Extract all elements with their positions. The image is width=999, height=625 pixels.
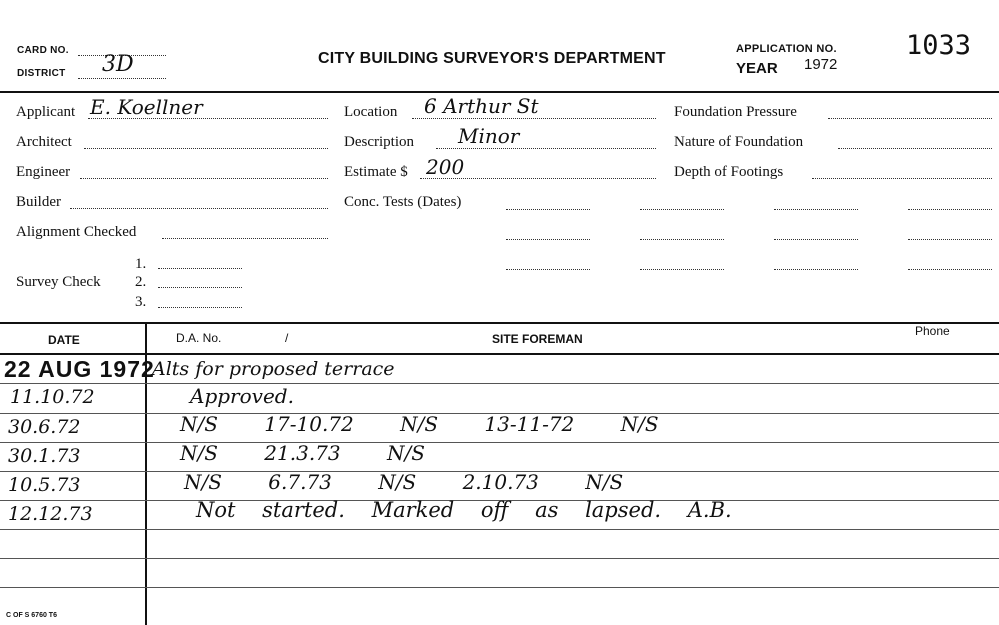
engineer-line [80, 178, 328, 179]
conc-line-r1-c4 [908, 209, 992, 210]
builder-label: Builder [16, 194, 61, 210]
location-value: 6 Arthur St [424, 94, 539, 118]
survey-line-2 [158, 287, 242, 288]
log-row-entry: N/S 6.7.73 N/S 2.10.73 N/S [184, 470, 624, 494]
conc-line-r1-c1 [506, 209, 590, 210]
depth-footings-label: Depth of Footings [674, 164, 784, 180]
conc-line-r2-c4 [908, 239, 992, 240]
row-rule-6 [0, 529, 999, 530]
application-number: 1033 [906, 30, 972, 61]
survey-line-3 [158, 307, 242, 308]
estimate-label: Estimate $ [344, 164, 408, 180]
da-no-header: D.A. No. [176, 331, 222, 345]
conc-line-r1-c2 [640, 209, 724, 210]
log-row-date: 11.10.72 [10, 386, 95, 408]
log-row-entry: Alts for proposed terrace [152, 358, 395, 380]
district-label: DISTRICT [17, 68, 66, 79]
log-row-entry: N/S 21.3.73 N/S [180, 441, 425, 465]
log-row-date: 30.6.72 [8, 416, 81, 438]
conc-line-r3-c1 [506, 269, 590, 270]
log-row-date: 12.12.73 [8, 503, 93, 525]
row-rule-3 [0, 442, 999, 443]
department-title: CITY BUILDING SURVEYOR'S DEPARTMENT [318, 50, 666, 67]
date-header: DATE [48, 333, 80, 347]
survey-item-1: 1. [135, 256, 147, 272]
print-code: C OF S 6760 T6 [6, 612, 57, 619]
application-no-label: APPLICATION NO. [736, 43, 837, 55]
location-line [412, 118, 656, 119]
survey-check-label: Survey Check [16, 274, 101, 290]
applicant-value: E. Koellner [90, 95, 203, 119]
conc-line-r3-c4 [908, 269, 992, 270]
year-label: YEAR [736, 60, 778, 77]
foundation-pressure-line [828, 118, 992, 119]
conc-line-r2-c3 [774, 239, 858, 240]
da-slash: / [285, 331, 289, 345]
location-label: Location [344, 104, 398, 120]
survey-item-2: 2. [135, 274, 147, 290]
log-row-date: 10.5.73 [8, 474, 81, 496]
alignment-label: Alignment Checked [16, 224, 137, 240]
conc-tests-label: Conc. Tests (Dates) [344, 194, 462, 210]
row-rule-1 [0, 383, 999, 384]
builder-line [70, 208, 328, 209]
header-row-rule [0, 353, 999, 355]
log-row-date: 30.1.73 [8, 445, 81, 467]
year-value: 1972 [804, 56, 838, 73]
site-foreman-header: SITE FOREMAN [492, 332, 583, 346]
survey-line-1 [158, 268, 242, 269]
survey-item-3: 3. [135, 294, 147, 310]
row-rule-7 [0, 558, 999, 559]
row-rule-8 [0, 587, 999, 588]
log-row-entry: N/S 17-10.72 N/S 13-11-72 N/S [180, 412, 659, 436]
nature-foundation-label: Nature of Foundation [674, 134, 804, 150]
description-line [436, 148, 656, 149]
conc-line-r3-c2 [640, 269, 724, 270]
card-no-label: CARD NO. [17, 45, 69, 56]
architect-line [84, 148, 328, 149]
header-rule [0, 91, 999, 93]
architect-label: Architect [16, 134, 72, 150]
log-row-date: 22 AUG 1972 [4, 356, 155, 382]
alignment-line [162, 238, 328, 239]
phone-header: Phone [915, 324, 950, 338]
conc-line-r2-c1 [506, 239, 590, 240]
foundation-pressure-label: Foundation Pressure [674, 104, 797, 120]
district-value: 3D [102, 52, 134, 77]
engineer-label: Engineer [16, 164, 71, 180]
log-row-entry: Approved. [190, 384, 294, 408]
log-top-rule [0, 322, 999, 324]
log-row-entry: Not started. Marked off as lapsed. A.B. [196, 498, 732, 522]
conc-line-r1-c3 [774, 209, 858, 210]
depth-footings-line [812, 178, 992, 179]
applicant-label: Applicant [16, 104, 76, 120]
nature-foundation-line [838, 148, 992, 149]
estimate-value: 200 [426, 155, 465, 179]
district-line [78, 78, 166, 79]
conc-line-r2-c2 [640, 239, 724, 240]
conc-line-r3-c3 [774, 269, 858, 270]
description-label: Description [344, 134, 414, 150]
description-value: Minor [458, 124, 520, 148]
